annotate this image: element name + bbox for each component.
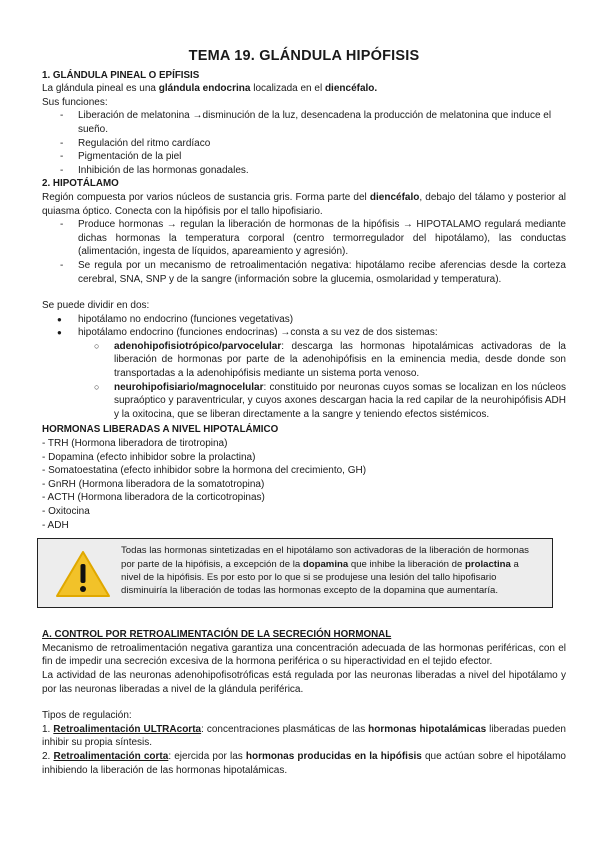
list-item: - ACTH (Hormona liberadora de la corticotropinas) xyxy=(42,492,265,504)
document-page xyxy=(42,50,566,777)
list-item: ● hipotálamo no endocrino (funciones vegetativas) xyxy=(42,313,566,327)
page-title: TEMA 19. GLÁNDULA HIPÓFISIS xyxy=(188,48,420,64)
list-item: - Se regula por un mecanismo de retroalimentación negativa: hipotálamo recibe aferencias desde la corteza cerebral, SNA, SNP y de la sangre (información sobre la glucemia, osmolaridad y temperatura). xyxy=(42,259,566,286)
list-item: ● hipotálamo endocrino (funciones endocrinas) →consta a su vez de dos sistemas: ○ adenohipofisiotrópico/parvocelular: descarga las hormonas hipotalámicas activadoras de la liberación de hormonas por parte de la adenohipófisis en la eminencia media, desde donde son transportadas a la adenohipófisis mediante un sistema porta venoso. ○ neurohipofisiario/magnocelular: constituido por neuronas cuyos somas se localizan en los núcleos supraóptico y paraventricular, y cuyos axones descargan hacia la red capilar de la neurohipófisis ADH y la oxitocina, que se liberan directamente a la sangre y teniendo efectos sistémicos. xyxy=(42,326,566,421)
pineal-intro: La glándula pineal es una glándula endocrina localizada en el diencéfalo. xyxy=(42,83,378,95)
regulation-type-2: 2. Retroalimentación corta: ejercida por las hormonas producidas en la hipófisis que actúan sobre el hipotálamo inhibiendo la liberación de las hormonas hipotalámicas. xyxy=(42,750,566,776)
warning-icon xyxy=(54,549,112,599)
list-item: - Produce hormonas → regulan la liberación de hormonas de la hipófisis → HIPOTALAMO regulará mediante dichas hormonas la temperatura corporal (centro termorregulador del hipotálamo), las conductas (alimentación, ingesta de líquidos, apareamiento y agresión). xyxy=(42,218,566,259)
division-list xyxy=(42,313,566,422)
divide-label: Se puede dividir en dos: xyxy=(42,300,150,312)
list-item: - Somatoestatina (efecto inhibidor sobre la hormona del crecimiento, GH) xyxy=(42,465,367,477)
endocrine-systems-list xyxy=(78,340,566,422)
list-item: - GnRH (Hormona liberadora de la somatotropina) xyxy=(42,478,265,490)
feedback-paragraph-2: La actividad de las neuronas adenohipofisotróficas está regulada por las neuronas liberadas a nivel del hipotálamo y por las neuronas liberadas a nivel de la glándula periférica. xyxy=(42,669,566,695)
list-item: ○ neurohipofisiario/magnocelular: constituido por neuronas cuyos somas se localizan en los núcleos supraóptico y paraventricular, y cuyos axones descargan hacia la red capilar de la neurohipófisis ADH y la oxitocina, que se liberan directamente a la sangre y teniendo efectos sistémicos. xyxy=(78,381,566,422)
warning-note-text: Todas las hormonas sintetizadas en el hipotálamo son activadoras de la liberación de hormonas por parte de la hipófisis, a excepción de la dopamina que inhibe la liberación de prolactina a nivel de la hipófisis. Es por esto por lo que si se produjese una lesión del tallo hipofisario disminuiría la liberación de todas las hormonas excepto de la dopamina que aumentaría. xyxy=(121,545,529,597)
list-item: - Inhibición de las hormonas gonadales. xyxy=(42,164,566,178)
feedback-paragraph-1: Mecanismo de retroalimentación negativa garantiza una concentración adecuada de las hormonas periféricas, con el fin de impedir una secreción excesiva de la hormona periférica o su hiperactividad en el tejido efector. xyxy=(42,642,566,668)
hypothalamus-intro: Región compuesta por varios núcleos de sustancia gris. Forma parte del diencéfalo, debajo del tálamo y posterior al quiasma óptico. Conecta con la hipófisis por el tallo hipofisiario. xyxy=(42,191,566,217)
functions-list xyxy=(42,109,566,177)
section-a-heading: A. CONTROL POR RETROALIMENTACIÓN DE LA SECRECIÓN HORMONAL xyxy=(42,629,392,641)
section-2-heading: 2. HIPOTÁLAMO xyxy=(42,178,119,190)
warning-note-box xyxy=(37,538,553,608)
functions-label: Sus funciones: xyxy=(42,96,108,108)
section-1-heading: 1. GLÁNDULA PINEAL O EPÍFISIS xyxy=(42,69,200,81)
hypothalamus-points xyxy=(42,218,566,286)
regulation-type-1: 1. Retroalimentación ULTRAcorta: concentraciones plasmáticas de las hormonas hipotalámicas liberadas pueden inhibir su propia síntesis. xyxy=(42,723,566,749)
list-item: ○ adenohipofisiotrópico/parvocelular: descarga las hormonas hipotalámicas activadoras de la liberación de hormonas por parte de la adenohipófisis en la eminencia media, desde donde son transportadas a la adenohipófisis mediante un sistema porta venoso. xyxy=(78,340,566,381)
list-item: - Oxitocina xyxy=(42,506,90,517)
list-item: - Regulación del ritmo cardíaco xyxy=(42,137,566,151)
list-item: - Dopamina (efecto inhibidor sobre la prolactina) xyxy=(42,451,256,463)
list-item: - TRH (Hormona liberadora de tirotropina) xyxy=(42,438,228,450)
list-item: - ADH xyxy=(42,519,69,531)
list-item: - Pigmentación de la piel xyxy=(42,150,566,164)
hormones-list xyxy=(42,437,566,532)
list-item: - Liberación de melatonina →disminución de la luz, desencadena la producción de melatonina que induce el sueño. xyxy=(42,109,566,136)
types-label: Tipos de regulación: xyxy=(42,710,132,722)
hormones-heading: HORMONAS LIBERADAS A NIVEL HIPOTALÁMICO xyxy=(42,424,279,436)
